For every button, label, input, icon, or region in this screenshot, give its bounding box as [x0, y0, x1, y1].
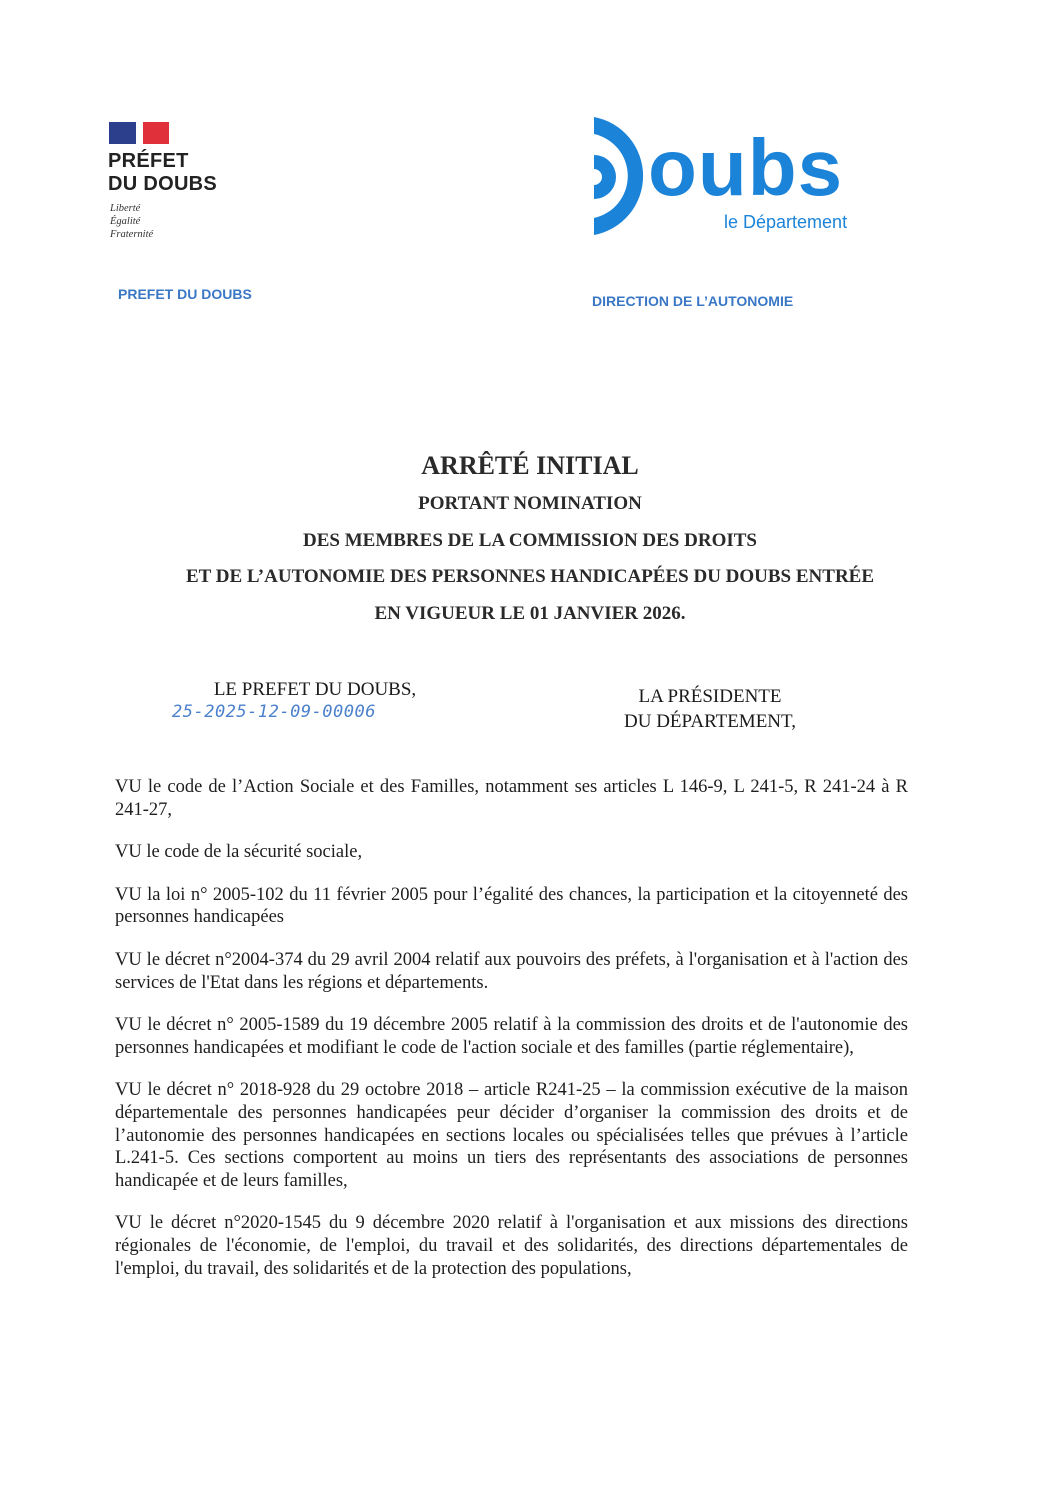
- document-title: [150, 448, 910, 632]
- republic-motto: [110, 202, 153, 241]
- signatory-prefet: LE PREFET DU DOUBS,: [213, 679, 417, 700]
- signatory-presidente: [590, 684, 830, 734]
- visa-paragraph: VU le décret n°2004-374 du 29 avril 2004 relatif aux pouvoirs des préfets, à l'organisation et à l'action des services de l'Etat dans les régions et départements.: [115, 949, 908, 993]
- signatory-right-line1: LA PRÉSIDENTE: [638, 686, 782, 707]
- visas-list: [115, 776, 908, 1300]
- motto-egalite: Égalité: [110, 216, 141, 227]
- flag-white-band: [136, 122, 143, 144]
- registration-stamp: 25-2025-12-09-00006: [172, 702, 376, 722]
- title-line: ET DE L’AUTONOMIE DES PERSONNES HANDICAPÉES DU DOUBS ENTRÉE: [185, 566, 875, 587]
- title-line: PORTANT NOMINATION: [418, 493, 642, 514]
- prefet-label: PREFET DU DOUBS: [118, 286, 252, 302]
- visa-paragraph: VU le décret n° 2005-1589 du 19 décembre 2005 relatif à la commission des droits et de l'autonomie des personnes handicapées et modifiant le code de l'action sociale et des familles (partie réglementaire),: [115, 1015, 908, 1058]
- visa-paragraph: VU le code de l’Action Sociale et des Familles, notamment ses articles L 146-9, L 241-5, R 241-24 à R 241-27,: [115, 777, 908, 820]
- direction-label: DIRECTION DE L’AUTONOMIE: [592, 293, 794, 309]
- doubs-subtitle: le Département: [724, 212, 848, 232]
- title-line: EN VIGUEUR LE 01 JANVIER 2026.: [374, 602, 686, 624]
- visa-paragraph: VU le décret n° 2018-928 du 29 octobre 2018 – article R241-25 – la commission exécutive de la maison départementale des personnes handicapées peur décider d’organiser la commission des droits et de l’autonomie des personnes handicapées en sections locales ou spécialisées telles que prévues à l’article L.241-5. Ces sections comportent au moins un tiers des représentants des associations de personnes handicapée et de leurs familles,: [115, 1080, 908, 1191]
- visa-paragraph: VU le code de la sécurité sociale,: [115, 842, 363, 863]
- title-line: DES MEMBRES DE LA COMMISSION DES DROITS: [303, 529, 757, 551]
- motto-fraternite: Fraternité: [110, 229, 154, 240]
- flag-red-band: [143, 122, 169, 144]
- flag-blue-band: [109, 122, 136, 144]
- signatory-right-line2: DU DÉPARTEMENT,: [624, 711, 796, 732]
- motto-liberte: Liberté: [110, 203, 141, 214]
- doubs-wordmark: oubs: [648, 123, 844, 212]
- title-main: ARRÊTÉ INITIAL: [421, 451, 639, 480]
- doubs-outer-arc: [594, 117, 643, 235]
- visa-paragraph: VU la loi n° 2005-102 du 11 février 2005 pour l’égalité des chances, la participation et la citoyenneté des personnes handicapées: [115, 884, 908, 928]
- prefet-logo-line1: PRÉFET: [108, 150, 189, 172]
- french-flag-logo: [109, 122, 169, 144]
- prefet-logo-line2: DU DOUBS: [108, 173, 218, 195]
- doubs-inner-arc: [594, 155, 616, 199]
- visa-paragraph: VU le décret n°2020-1545 du 9 décembre 2020 relatif à l'organisation et aux missions des directions régionales de l'économie, de l'emploi, du travail et des solidarités, des directions départementales de l'emploi, du travail, des solidarités et de la protection des populations,: [115, 1213, 908, 1279]
- prefet-logo-title: [108, 150, 217, 196]
